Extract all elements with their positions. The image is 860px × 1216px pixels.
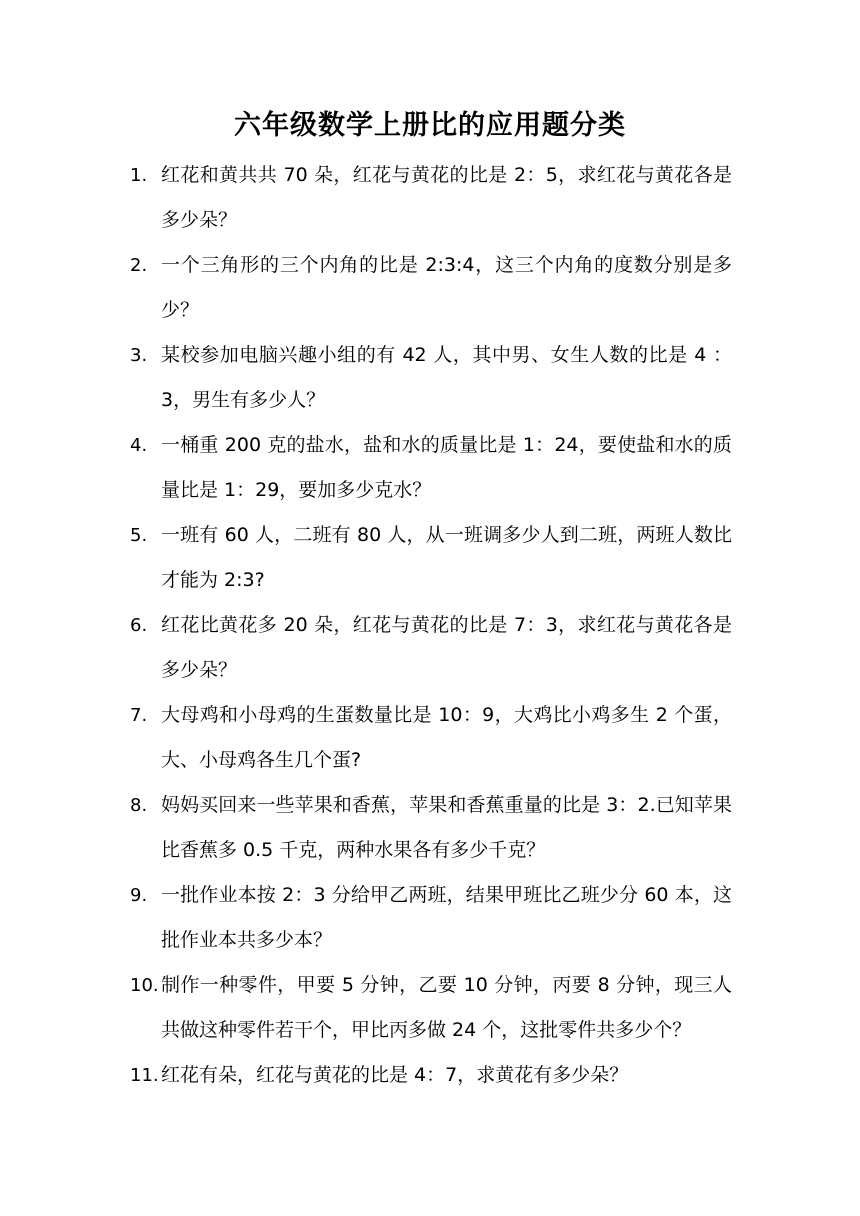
question-item — [130, 873, 732, 963]
question-number: 6. — [130, 615, 148, 636]
question-text: 一桶重 200 克的盐水，盐和水的质量比是 1：24，要使盐和水的质量比是 1：29，要加多少克水？ — [161, 434, 732, 501]
question-number: 3. — [130, 345, 148, 366]
question-text: 妈妈买回来一些苹果和香蕉，苹果和香蕉重量的比是 3：2.已知苹果比香蕉多 0.5 千克，两种水果各有多少千克？ — [161, 794, 732, 861]
question-number: 4. — [130, 435, 148, 456]
question-number: 10. — [130, 975, 159, 996]
question-text: 某校参加电脑兴趣小组的有 42 人，其中男、女生人数的比是 4 ：3，男生有多少人？ — [161, 344, 732, 411]
question-text: 一个三角形的三个内角的比是 2:3:4，这三个内角的度数分别是多少？ — [161, 254, 732, 321]
question-text: 红花有朵，红花与黄花的比是 4：7，求黄花有多少朵？ — [161, 1064, 629, 1086]
question-number: 8. — [130, 795, 148, 816]
question-number: 1. — [130, 165, 148, 186]
question-list — [130, 153, 732, 1098]
question-text: 大母鸡和小母鸡的生蛋数量比是 10：9，大鸡比小鸡多生 2 个蛋，大、小母鸡各生几个蛋? — [161, 704, 732, 771]
question-text: 红花和黄共共 70 朵，红花与黄花的比是 2：5，求红花与黄花各是多少朵？ — [161, 164, 732, 231]
question-number: 7. — [130, 705, 148, 726]
question-item — [130, 513, 732, 603]
question-item — [130, 1053, 732, 1098]
question-item — [130, 783, 732, 873]
question-item — [130, 693, 732, 783]
question-number: 9. — [130, 885, 148, 906]
question-number: 2. — [130, 255, 148, 276]
question-item — [130, 333, 732, 423]
question-text: 一班有 60 人，二班有 80 人，从一班调多少人到二班，两班人数比才能为 2:3? — [161, 524, 732, 591]
question-number: 5. — [130, 525, 148, 546]
question-text: 红花比黄花多 20 朵，红花与黄花的比是 7：3，求红花与黄花各是多少朵？ — [161, 614, 732, 681]
question-item — [130, 423, 732, 513]
question-item — [130, 603, 732, 693]
question-text: 一批作业本按 2：3 分给甲乙两班，结果甲班比乙班少分 60 本，这批作业本共多少本？ — [161, 884, 732, 951]
question-number: 11. — [130, 1065, 159, 1086]
question-item — [130, 153, 732, 243]
question-text: 制作一种零件，甲要 5 分钟，乙要 10 分钟，丙要 8 分钟，现三人共做这种零件若干个，甲比丙多做 24 个，这批零件共多少个？ — [161, 974, 732, 1041]
question-item — [130, 963, 732, 1053]
document-title: 六年级数学上册比的应用题分类 — [234, 110, 626, 141]
question-item — [130, 243, 732, 333]
